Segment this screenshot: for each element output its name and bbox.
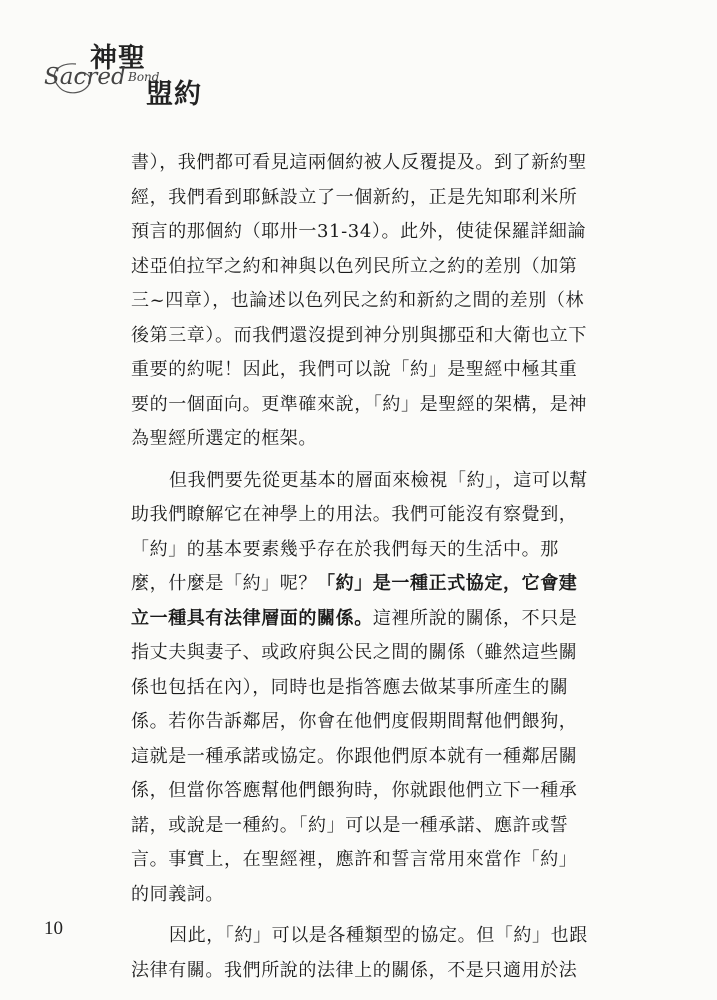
title-script-bond: Bond xyxy=(128,70,160,84)
paragraph-3: 因此，「約」可以是各種類型的協定。但「約」也跟法律有關。我們所說的法律上的關係，不是只適用於法 xyxy=(131,925,588,981)
body-text xyxy=(131,146,589,988)
page-number: 10 xyxy=(44,918,63,939)
title-shensheng: 神聖 xyxy=(90,43,146,74)
paragraph-2 xyxy=(131,464,589,913)
book-title-logo xyxy=(44,28,244,110)
title-mengyue: 盟約 xyxy=(146,79,202,110)
title-script-sacred: Sacred xyxy=(44,64,126,90)
paragraph-2-lead: 但我們要先從更基本的層面來檢視「約」，這可以幫助我們瞭解它在神學上的用法。我們可能沒有察覺到，「約」的基本要素幾乎存在於我們每天的生活中。那麼，什麼是「約」呢？ xyxy=(131,469,588,594)
paragraph-1: 書），我們都可看見這兩個約被人反覆提及。到了新約聖經，我們看到耶穌設立了一個新約，正是先知耶利米所預言的那個約（耶卅一31-34）。此外，使徒保羅詳細論述亞伯拉罕之約和神與以色列民所立之約的差別（加第三~四章），也論述以色列民之約和新約之間的差別（林後第三章）。而我們還沒提到神分別與挪亞和大衛也立下重要的約呢！因此，我們可以說「約」是聖經中極其重要的一個面向。更準確來說，「約」是聖經的架構，是神為聖經所選定的框架。 xyxy=(131,152,587,449)
covenant-definition: 「約」是一種正式協定，它會建立一種具有法律層面的關係。 xyxy=(131,573,578,629)
paragraph-2-rest: 這裡所說的關係，不只是指丈夫與妻子、或政府與公民之間的關係（雖然這些關係也包括在內），同時也是指答應去做某事所產生的關係。若你告訴鄰居，你會在他們度假期間幫他們餵狗，這就是一種承諾或協定。你跟他們原本就有一種鄰居關係，但當你答應幫他們餵狗時，你就跟他們立下一種承諾，或說是一種約。「約」可以是一種承諾、應許或誓言。事實上，在聖經裡，應許和誓言常用來當作「約」的同義詞。 xyxy=(131,607,578,905)
